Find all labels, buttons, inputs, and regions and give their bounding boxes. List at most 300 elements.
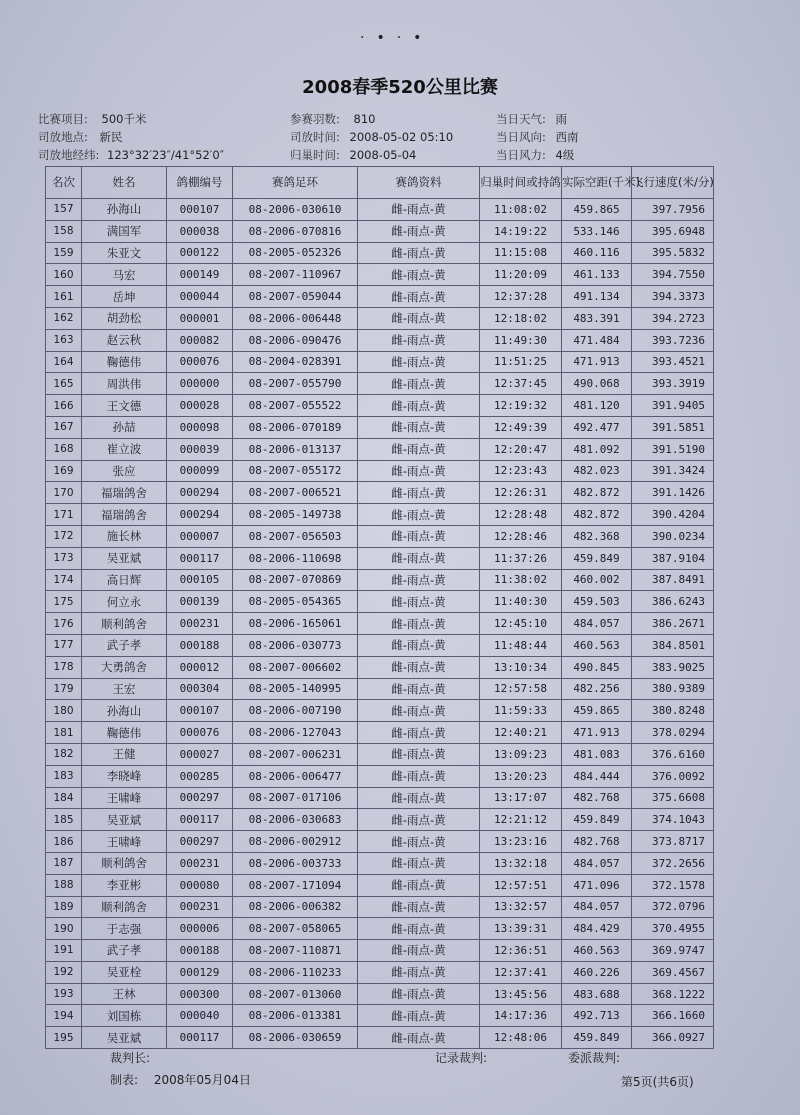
cell-distance: 482.023 (562, 460, 632, 482)
cell-distance: 482.256 (562, 678, 632, 700)
cell-arrival: 12:18:02 (480, 307, 562, 329)
cell-loft-id: 000294 (167, 482, 233, 504)
cell-bird-info: 雌-雨点-黄 (358, 809, 480, 831)
cell-name: 孙喆 (82, 416, 167, 438)
cell-rank: 177 (46, 634, 82, 656)
cell-name: 胡劲松 (82, 307, 167, 329)
cell-distance: 481.092 (562, 438, 632, 460)
cell-arrival: 13:39:31 (480, 918, 562, 940)
cell-speed: 390.4204 (632, 504, 714, 526)
cell-loft-id: 000122 (167, 242, 233, 264)
header-ring: 赛鸽足环 (233, 167, 358, 199)
cell-arrival: 11:51:25 (480, 351, 562, 373)
cell-ring: 08-2006-030683 (233, 809, 358, 831)
cell-arrival: 11:38:02 (480, 569, 562, 591)
cell-loft-id: 000285 (167, 765, 233, 787)
cell-speed: 373.8717 (632, 831, 714, 853)
cell-loft-id: 000000 (167, 373, 233, 395)
cell-name: 刘国栋 (82, 1005, 167, 1027)
cell-ring: 08-2007-110871 (233, 940, 358, 962)
cell-loft-id: 000076 (167, 351, 233, 373)
cell-rank: 170 (46, 482, 82, 504)
cell-arrival: 11:15:08 (480, 242, 562, 264)
cell-distance: 459.849 (562, 809, 632, 831)
cell-distance: 490.068 (562, 373, 632, 395)
cell-bird-info: 雌-雨点-黄 (358, 831, 480, 853)
cell-bird-info: 雌-雨点-黄 (358, 286, 480, 308)
cell-bird-info: 雌-雨点-黄 (358, 787, 480, 809)
cell-bird-info: 雌-雨点-黄 (358, 743, 480, 765)
cell-arrival: 12:37:45 (480, 373, 562, 395)
cell-distance: 484.429 (562, 918, 632, 940)
cell-rank: 179 (46, 678, 82, 700)
cell-name: 施长林 (82, 525, 167, 547)
cell-arrival: 13:17:07 (480, 787, 562, 809)
page-title: 2008春季520公里比赛 (302, 77, 498, 98)
cell-bird-info: 雌-雨点-黄 (358, 504, 480, 526)
cell-bird-info: 雌-雨点-黄 (358, 460, 480, 482)
table-row (46, 831, 714, 853)
cell-distance: 459.849 (562, 1027, 632, 1049)
cell-ring: 08-2007-055522 (233, 395, 358, 417)
cell-loft-id: 000231 (167, 852, 233, 874)
cell-loft-id: 000117 (167, 809, 233, 831)
cell-rank: 157 (46, 199, 82, 221)
cell-loft-id: 000304 (167, 678, 233, 700)
cell-rank: 183 (46, 765, 82, 787)
cell-bird-info: 雌-雨点-黄 (358, 1005, 480, 1027)
table-row (46, 460, 714, 482)
header-distance: 实际空距(千米) (562, 167, 632, 199)
cell-speed: 366.0927 (632, 1027, 714, 1049)
cell-arrival: 12:28:48 (480, 504, 562, 526)
cell-name: 福瑞鸽舍 (82, 482, 167, 504)
cell-speed: 372.2656 (632, 852, 714, 874)
cell-speed: 391.9405 (632, 395, 714, 417)
table-row (46, 787, 714, 809)
cell-name: 顺利鸽舍 (82, 613, 167, 635)
table-row (46, 395, 714, 417)
cell-speed: 387.8491 (632, 569, 714, 591)
cell-name: 周洪伟 (82, 373, 167, 395)
release-time: 司放时间: 2008-05-02 05:10 (290, 130, 454, 144)
cell-speed: 375.6608 (632, 787, 714, 809)
cell-distance: 471.096 (562, 874, 632, 896)
header-speed: 飞行速度(米/分) (632, 167, 714, 199)
table-row (46, 656, 714, 678)
table-row (46, 743, 714, 765)
release-coords: 司放地经纬: 123°32′23″/41°52′0″ (38, 148, 225, 162)
cell-speed: 374.1043 (632, 809, 714, 831)
scan-marks: ·•·• (360, 30, 434, 46)
cell-name: 武子孝 (82, 940, 167, 962)
cell-arrival: 12:57:58 (480, 678, 562, 700)
cell-distance: 460.116 (562, 242, 632, 264)
cell-distance: 484.444 (562, 765, 632, 787)
cell-distance: 481.120 (562, 395, 632, 417)
cell-speed: 372.0796 (632, 896, 714, 918)
cell-bird-info: 雌-雨点-黄 (358, 591, 480, 613)
cell-ring: 08-2006-070816 (233, 220, 358, 242)
cell-loft-id: 000297 (167, 831, 233, 853)
header-name: 姓名 (82, 167, 167, 199)
table-row (46, 547, 714, 569)
cell-distance: 484.057 (562, 852, 632, 874)
cell-arrival: 14:19:22 (480, 220, 562, 242)
cell-ring: 08-2005-052326 (233, 242, 358, 264)
cell-arrival: 12:37:28 (480, 286, 562, 308)
cell-name: 吴亚斌 (82, 547, 167, 569)
table-row (46, 1027, 714, 1049)
cell-ring: 08-2006-165061 (233, 613, 358, 635)
header-arrival: 归巢时间或持鸽 (480, 167, 562, 199)
cell-speed: 376.6160 (632, 743, 714, 765)
cell-ring: 08-2006-110233 (233, 961, 358, 983)
cell-ring: 08-2006-070189 (233, 416, 358, 438)
cell-name: 鞠德伟 (82, 351, 167, 373)
cell-name: 崔立波 (82, 438, 167, 460)
cell-name: 孙海山 (82, 700, 167, 722)
table-row (46, 416, 714, 438)
header-bird-info: 赛鸽资料 (358, 167, 480, 199)
cell-ring: 08-2006-006448 (233, 307, 358, 329)
cell-rank: 194 (46, 1005, 82, 1027)
table-row (46, 373, 714, 395)
table-row (46, 940, 714, 962)
release-place: 司放地点: 新民 (38, 130, 123, 144)
cell-bird-info: 雌-雨点-黄 (358, 678, 480, 700)
made-by: 制表: 2008年05月04日 (110, 1073, 251, 1087)
cell-bird-info: 雌-雨点-黄 (358, 1027, 480, 1049)
cell-name: 朱亚文 (82, 242, 167, 264)
cell-arrival: 12:19:32 (480, 395, 562, 417)
cell-speed: 394.7550 (632, 264, 714, 286)
cell-bird-info: 雌-雨点-黄 (358, 307, 480, 329)
cell-bird-info: 雌-雨点-黄 (358, 329, 480, 351)
cell-bird-info: 雌-雨点-黄 (358, 482, 480, 504)
cell-loft-id: 000294 (167, 504, 233, 526)
cell-bird-info: 雌-雨点-黄 (358, 918, 480, 940)
weather: 当日天气: 雨 (496, 112, 568, 126)
cell-rank: 186 (46, 831, 82, 853)
cell-ring: 08-2007-055172 (233, 460, 358, 482)
cell-loft-id: 000300 (167, 983, 233, 1005)
cell-arrival: 12:26:31 (480, 482, 562, 504)
cell-distance: 482.872 (562, 482, 632, 504)
cell-rank: 181 (46, 722, 82, 744)
cell-bird-info: 雌-雨点-黄 (358, 722, 480, 744)
cell-ring: 08-2007-006602 (233, 656, 358, 678)
cell-ring: 08-2007-110967 (233, 264, 358, 286)
cell-rank: 168 (46, 438, 82, 460)
cell-distance: 483.391 (562, 307, 632, 329)
cell-distance: 482.872 (562, 504, 632, 526)
cell-rank: 176 (46, 613, 82, 635)
cell-ring: 08-2006-006382 (233, 896, 358, 918)
cell-arrival: 14:17:36 (480, 1005, 562, 1027)
cell-arrival: 12:36:51 (480, 940, 562, 962)
cell-rank: 190 (46, 918, 82, 940)
cell-name: 孙海山 (82, 199, 167, 221)
cell-distance: 471.484 (562, 329, 632, 351)
recorder-judge: 记录裁判: (435, 1051, 488, 1065)
race-item: 比赛项目: 500千米 (38, 112, 147, 126)
cell-bird-info: 雌-雨点-黄 (358, 242, 480, 264)
cell-loft-id: 000027 (167, 743, 233, 765)
results-table (45, 166, 714, 1049)
cell-rank: 175 (46, 591, 82, 613)
cell-bird-info: 雌-雨点-黄 (358, 199, 480, 221)
table-row (46, 613, 714, 635)
cell-rank: 164 (46, 351, 82, 373)
cell-name: 张应 (82, 460, 167, 482)
cell-rank: 174 (46, 569, 82, 591)
table-row (46, 351, 714, 373)
cell-name: 王文德 (82, 395, 167, 417)
cell-loft-id: 000149 (167, 264, 233, 286)
cell-ring: 08-2006-002912 (233, 831, 358, 853)
cell-rank: 184 (46, 787, 82, 809)
table-row (46, 220, 714, 242)
chief-judge: 裁判长: (110, 1051, 151, 1065)
cell-speed: 395.5832 (632, 242, 714, 264)
cell-speed: 372.1578 (632, 874, 714, 896)
cell-name: 马宏 (82, 264, 167, 286)
cell-speed: 390.0234 (632, 525, 714, 547)
cell-rank: 185 (46, 809, 82, 831)
cell-loft-id: 000107 (167, 700, 233, 722)
table-row (46, 634, 714, 656)
cell-arrival: 11:48:44 (480, 634, 562, 656)
cell-arrival: 12:20:47 (480, 438, 562, 460)
cell-rank: 171 (46, 504, 82, 526)
cell-bird-info: 雌-雨点-黄 (358, 525, 480, 547)
cell-name: 鞠德伟 (82, 722, 167, 744)
cell-ring: 08-2006-006477 (233, 765, 358, 787)
cell-speed: 386.6243 (632, 591, 714, 613)
cell-distance: 484.057 (562, 896, 632, 918)
cell-loft-id: 000038 (167, 220, 233, 242)
cell-name: 王啸峰 (82, 787, 167, 809)
cell-distance: 492.713 (562, 1005, 632, 1027)
cell-name: 顺利鸽舍 (82, 896, 167, 918)
cell-bird-info: 雌-雨点-黄 (358, 852, 480, 874)
cell-distance: 484.057 (562, 613, 632, 635)
cell-distance: 482.768 (562, 787, 632, 809)
table-row (46, 918, 714, 940)
cell-ring: 08-2005-054365 (233, 591, 358, 613)
cell-ring: 08-2005-140995 (233, 678, 358, 700)
cell-name: 武子孝 (82, 634, 167, 656)
cell-arrival: 13:20:23 (480, 765, 562, 787)
cell-loft-id: 000188 (167, 634, 233, 656)
cell-distance: 460.002 (562, 569, 632, 591)
cell-name: 吴亚斌 (82, 809, 167, 831)
cell-ring: 08-2006-090476 (233, 329, 358, 351)
cell-speed: 383.9025 (632, 656, 714, 678)
cell-ring: 08-2006-007190 (233, 700, 358, 722)
table-row (46, 482, 714, 504)
cell-loft-id: 000139 (167, 591, 233, 613)
cell-speed: 387.9104 (632, 547, 714, 569)
cell-ring: 08-2005-149738 (233, 504, 358, 526)
cell-name: 李亚彬 (82, 874, 167, 896)
cell-speed: 394.3373 (632, 286, 714, 308)
table-row (46, 286, 714, 308)
cell-bird-info: 雌-雨点-黄 (358, 983, 480, 1005)
cell-loft-id: 000297 (167, 787, 233, 809)
cell-loft-id: 000117 (167, 547, 233, 569)
cell-distance: 471.913 (562, 722, 632, 744)
cell-loft-id: 000006 (167, 918, 233, 940)
cell-ring: 08-2006-030773 (233, 634, 358, 656)
cell-arrival: 12:28:46 (480, 525, 562, 547)
cell-ring: 08-2006-003733 (233, 852, 358, 874)
cell-speed: 391.3424 (632, 460, 714, 482)
cell-bird-info: 雌-雨点-黄 (358, 896, 480, 918)
table-row (46, 896, 714, 918)
table-row (46, 504, 714, 526)
table-header-row (46, 167, 714, 199)
wind-direction: 当日风向: 西南 (496, 130, 579, 144)
cell-ring: 08-2006-013137 (233, 438, 358, 460)
cell-arrival: 12:48:06 (480, 1027, 562, 1049)
cell-bird-info: 雌-雨点-黄 (358, 373, 480, 395)
table-row (46, 678, 714, 700)
page-number: 第5页(共6页) (621, 1075, 694, 1089)
cell-bird-info: 雌-雨点-黄 (358, 656, 480, 678)
cell-rank: 173 (46, 547, 82, 569)
cell-rank: 187 (46, 852, 82, 874)
cell-loft-id: 000231 (167, 896, 233, 918)
header-loft-id: 鸽棚编号 (167, 167, 233, 199)
cell-arrival: 12:49:39 (480, 416, 562, 438)
cell-name: 高日辉 (82, 569, 167, 591)
cell-speed: 366.1660 (632, 1005, 714, 1027)
cell-rank: 158 (46, 220, 82, 242)
cell-speed: 368.1222 (632, 983, 714, 1005)
cell-ring: 08-2006-127043 (233, 722, 358, 744)
cell-loft-id: 000076 (167, 722, 233, 744)
cell-loft-id: 000099 (167, 460, 233, 482)
table-row (46, 722, 714, 744)
cell-ring: 08-2007-171094 (233, 874, 358, 896)
cell-loft-id: 000028 (167, 395, 233, 417)
cell-distance: 459.865 (562, 700, 632, 722)
table-row (46, 874, 714, 896)
cell-bird-info: 雌-雨点-黄 (358, 569, 480, 591)
cell-speed: 397.7956 (632, 199, 714, 221)
cell-loft-id: 000129 (167, 961, 233, 983)
cell-rank: 161 (46, 286, 82, 308)
table-row (46, 242, 714, 264)
table-row (46, 961, 714, 983)
cell-arrival: 13:10:34 (480, 656, 562, 678)
wind-force: 当日风力: 4级 (496, 148, 575, 162)
cell-bird-info: 雌-雨点-黄 (358, 874, 480, 896)
cell-name: 李晓峰 (82, 765, 167, 787)
cell-speed: 391.5190 (632, 438, 714, 460)
cell-distance: 459.849 (562, 547, 632, 569)
cell-distance: 460.563 (562, 634, 632, 656)
cell-name: 何立永 (82, 591, 167, 613)
cell-distance: 533.146 (562, 220, 632, 242)
cell-rank: 163 (46, 329, 82, 351)
cell-loft-id: 000188 (167, 940, 233, 962)
cell-speed: 378.0294 (632, 722, 714, 744)
cell-arrival: 13:23:16 (480, 831, 562, 853)
cell-rank: 189 (46, 896, 82, 918)
cell-distance: 471.913 (562, 351, 632, 373)
cell-loft-id: 000039 (167, 438, 233, 460)
table-row (46, 438, 714, 460)
cell-distance: 483.688 (562, 983, 632, 1005)
table-row (46, 591, 714, 613)
cell-ring: 08-2007-070869 (233, 569, 358, 591)
cell-loft-id: 000012 (167, 656, 233, 678)
cell-arrival: 12:23:43 (480, 460, 562, 482)
cell-ring: 08-2006-030610 (233, 199, 358, 221)
table-row (46, 199, 714, 221)
cell-arrival: 13:09:23 (480, 743, 562, 765)
cell-loft-id: 000098 (167, 416, 233, 438)
table-row (46, 983, 714, 1005)
cell-ring: 08-2007-059044 (233, 286, 358, 308)
cell-bird-info: 雌-雨点-黄 (358, 940, 480, 962)
cell-distance: 459.503 (562, 591, 632, 613)
cell-rank: 166 (46, 395, 82, 417)
cell-rank: 169 (46, 460, 82, 482)
cell-speed: 384.8501 (632, 634, 714, 656)
cell-arrival: 12:45:10 (480, 613, 562, 635)
cell-rank: 162 (46, 307, 82, 329)
cell-speed: 395.6948 (632, 220, 714, 242)
cell-bird-info: 雌-雨点-黄 (358, 438, 480, 460)
cell-ring: 08-2006-030659 (233, 1027, 358, 1049)
entries-count: 参赛羽数: 810 (290, 112, 376, 126)
cell-speed: 386.2671 (632, 613, 714, 635)
cell-arrival: 11:37:26 (480, 547, 562, 569)
cell-distance: 491.134 (562, 286, 632, 308)
cell-name: 王啸峰 (82, 831, 167, 853)
cell-bird-info: 雌-雨点-黄 (358, 634, 480, 656)
table-row (46, 809, 714, 831)
cell-rank: 182 (46, 743, 82, 765)
header-rank: 名次 (46, 167, 82, 199)
table-row (46, 569, 714, 591)
cell-bird-info: 雌-雨点-黄 (358, 220, 480, 242)
cell-speed: 369.4567 (632, 961, 714, 983)
cell-name: 吴亚栓 (82, 961, 167, 983)
table-row (46, 852, 714, 874)
cell-rank: 193 (46, 983, 82, 1005)
cell-rank: 188 (46, 874, 82, 896)
cell-name: 王健 (82, 743, 167, 765)
cell-arrival: 12:40:21 (480, 722, 562, 744)
cell-distance: 461.133 (562, 264, 632, 286)
cell-arrival: 11:40:30 (480, 591, 562, 613)
cell-ring: 08-2007-055790 (233, 373, 358, 395)
cell-name: 于志强 (82, 918, 167, 940)
cell-speed: 391.1426 (632, 482, 714, 504)
cell-bird-info: 雌-雨点-黄 (358, 264, 480, 286)
cell-loft-id: 000117 (167, 1027, 233, 1049)
cell-ring: 08-2007-006521 (233, 482, 358, 504)
cell-ring: 08-2004-028391 (233, 351, 358, 373)
cell-name: 吴亚斌 (82, 1027, 167, 1049)
table-body (46, 199, 714, 1049)
cell-bird-info: 雌-雨点-黄 (358, 395, 480, 417)
